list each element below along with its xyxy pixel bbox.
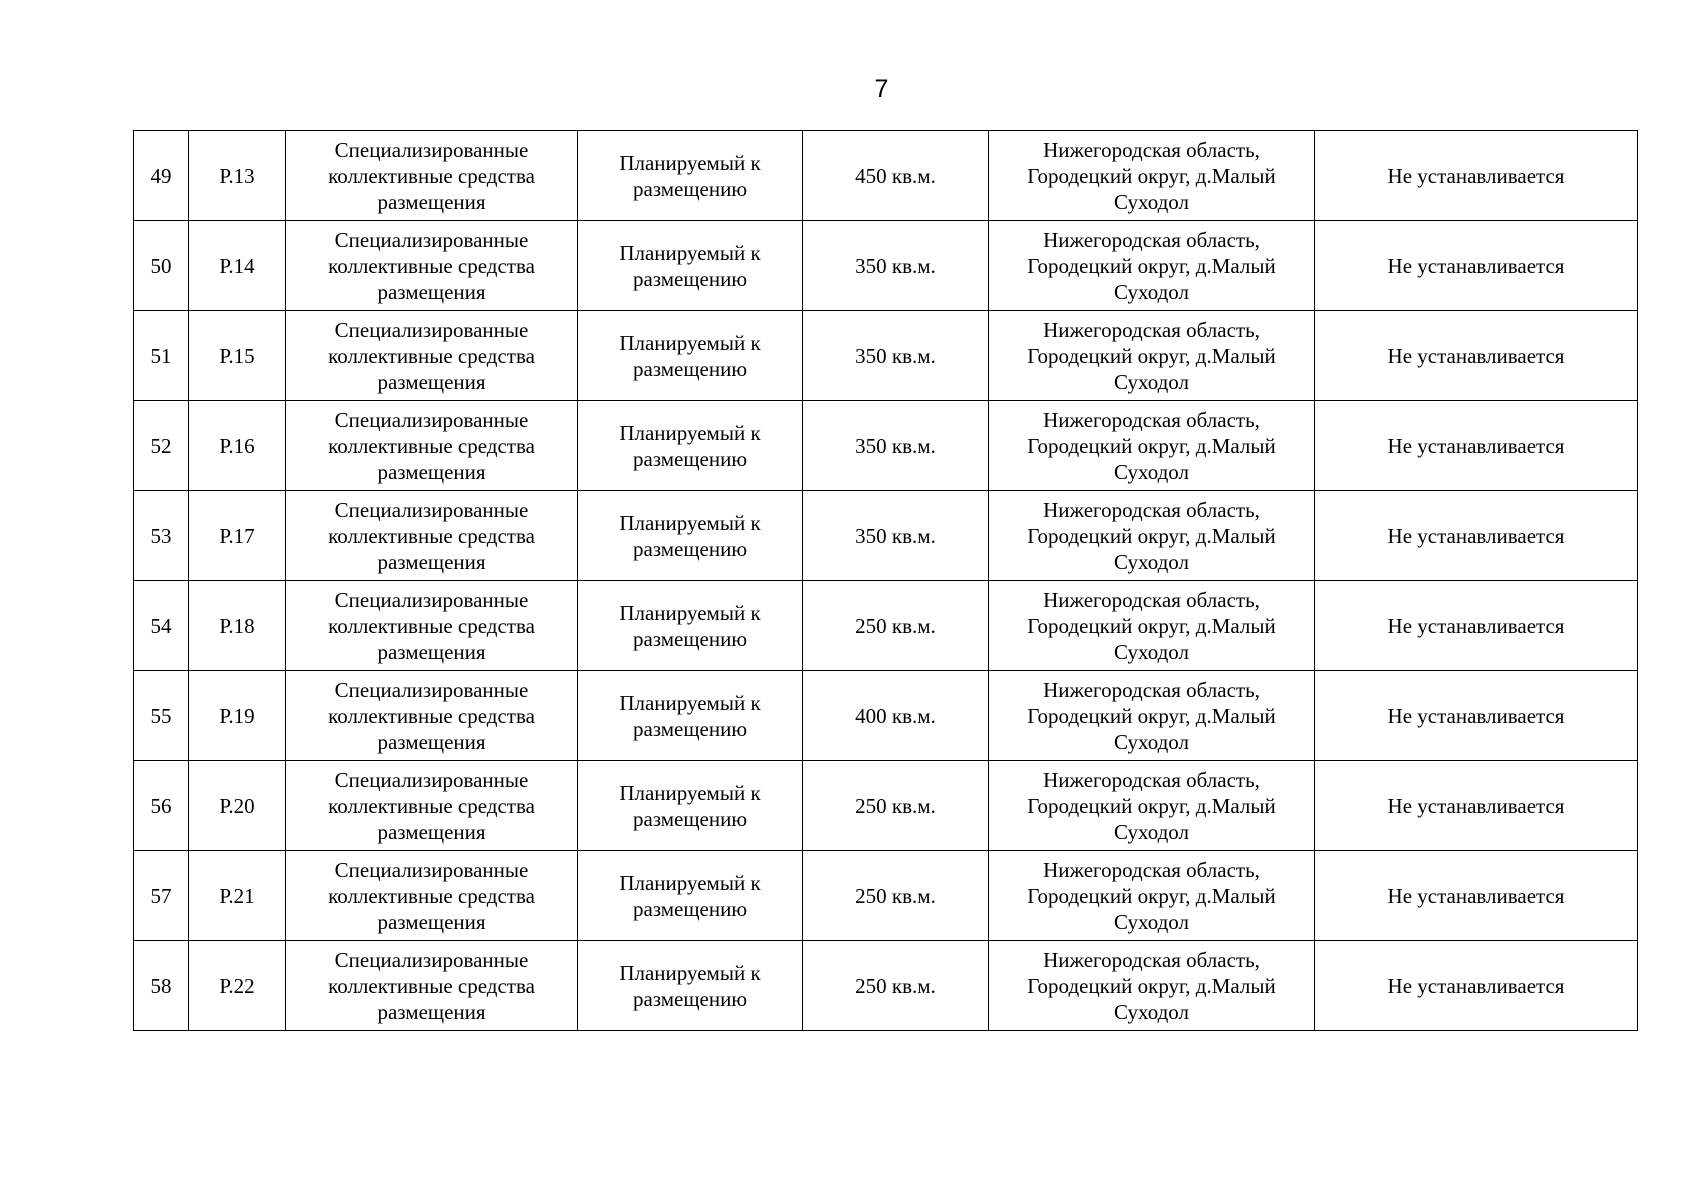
row-number-cell: 53 — [134, 491, 189, 581]
table-row — [134, 401, 1638, 491]
table-row — [134, 851, 1638, 941]
object-location-cell: Нижегородская область, Городецкий округ, д.Малый Суходол — [989, 851, 1315, 941]
object-name-cell: Специализированные коллективные средства размещения — [286, 491, 578, 581]
protection-zone-cell: Не устанавливается — [1315, 671, 1638, 761]
protection-zone-cell: Не устанавливается — [1315, 581, 1638, 671]
object-area-cell: 250 кв.м. — [803, 941, 989, 1031]
object-name-cell: Специализированные коллективные средства размещения — [286, 671, 578, 761]
object-status-cell: Планируемый к размещению — [578, 581, 803, 671]
row-number-cell: 51 — [134, 311, 189, 401]
protection-zone-cell: Не устанавливается — [1315, 311, 1638, 401]
protection-zone-cell: Не устанавливается — [1315, 491, 1638, 581]
object-area-cell: 350 кв.м. — [803, 401, 989, 491]
object-code-cell: Р.18 — [189, 581, 286, 671]
object-location-cell: Нижегородская область, Городецкий округ, д.Малый Суходол — [989, 671, 1315, 761]
table-row — [134, 221, 1638, 311]
row-number-cell: 57 — [134, 851, 189, 941]
page-number: 7 — [874, 75, 889, 103]
object-area-cell: 250 кв.м. — [803, 851, 989, 941]
row-number-cell: 52 — [134, 401, 189, 491]
table-row — [134, 581, 1638, 671]
row-number-cell: 55 — [134, 671, 189, 761]
object-name-cell: Специализированные коллективные средства размещения — [286, 761, 578, 851]
object-area-cell: 400 кв.м. — [803, 671, 989, 761]
row-number-cell: 56 — [134, 761, 189, 851]
object-name-cell: Специализированные коллективные средства размещения — [286, 401, 578, 491]
object-area-cell: 250 кв.м. — [803, 581, 989, 671]
protection-zone-cell: Не устанавливается — [1315, 401, 1638, 491]
object-area-cell: 350 кв.м. — [803, 221, 989, 311]
object-status-cell: Планируемый к размещению — [578, 851, 803, 941]
object-location-cell: Нижегородская область, Городецкий округ, д.Малый Суходол — [989, 581, 1315, 671]
object-status-cell: Планируемый к размещению — [578, 311, 803, 401]
object-code-cell: Р.20 — [189, 761, 286, 851]
row-number-cell: 50 — [134, 221, 189, 311]
object-code-cell: Р.16 — [189, 401, 286, 491]
table-row — [134, 671, 1638, 761]
row-number-cell: 49 — [134, 131, 189, 221]
object-status-cell: Планируемый к размещению — [578, 491, 803, 581]
table-row — [134, 491, 1638, 581]
object-area-cell: 350 кв.м. — [803, 311, 989, 401]
object-status-cell: Планируемый к размещению — [578, 941, 803, 1031]
object-name-cell: Специализированные коллективные средства размещения — [286, 941, 578, 1031]
protection-zone-cell: Не устанавливается — [1315, 761, 1638, 851]
protection-zone-cell: Не устанавливается — [1315, 221, 1638, 311]
table-row — [134, 761, 1638, 851]
object-status-cell: Планируемый к размещению — [578, 401, 803, 491]
object-code-cell: Р.21 — [189, 851, 286, 941]
object-code-cell: Р.14 — [189, 221, 286, 311]
object-code-cell: Р.13 — [189, 131, 286, 221]
object-code-cell: Р.19 — [189, 671, 286, 761]
object-name-cell: Специализированные коллективные средства размещения — [286, 851, 578, 941]
object-area-cell: 250 кв.м. — [803, 761, 989, 851]
object-location-cell: Нижегородская область, Городецкий округ, д.Малый Суходол — [989, 941, 1315, 1031]
table-row — [134, 941, 1638, 1031]
table-row — [134, 131, 1638, 221]
object-name-cell: Специализированные коллективные средства размещения — [286, 311, 578, 401]
object-location-cell: Нижегородская область, Городецкий округ, д.Малый Суходол — [989, 311, 1315, 401]
object-code-cell: Р.15 — [189, 311, 286, 401]
table-body — [134, 131, 1638, 1031]
object-location-cell: Нижегородская область, Городецкий округ, д.Малый Суходол — [989, 761, 1315, 851]
object-location-cell: Нижегородская область, Городецкий округ, д.Малый Суходол — [989, 131, 1315, 221]
object-area-cell: 450 кв.м. — [803, 131, 989, 221]
object-location-cell: Нижегородская область, Городецкий округ, д.Малый Суходол — [989, 491, 1315, 581]
object-name-cell: Специализированные коллективные средства размещения — [286, 221, 578, 311]
object-location-cell: Нижегородская область, Городецкий округ, д.Малый Суходол — [989, 221, 1315, 311]
protection-zone-cell: Не устанавливается — [1315, 851, 1638, 941]
protection-zone-cell: Не устанавливается — [1315, 131, 1638, 221]
table-row — [134, 311, 1638, 401]
object-name-cell: Специализированные коллективные средства размещения — [286, 581, 578, 671]
protection-zone-cell: Не устанавливается — [1315, 941, 1638, 1031]
object-code-cell: Р.17 — [189, 491, 286, 581]
objects-table — [133, 130, 1638, 1031]
object-code-cell: Р.22 — [189, 941, 286, 1031]
object-area-cell: 350 кв.м. — [803, 491, 989, 581]
object-status-cell: Планируемый к размещению — [578, 761, 803, 851]
object-status-cell: Планируемый к размещению — [578, 131, 803, 221]
object-status-cell: Планируемый к размещению — [578, 671, 803, 761]
object-status-cell: Планируемый к размещению — [578, 221, 803, 311]
object-location-cell: Нижегородская область, Городецкий округ, д.Малый Суходол — [989, 401, 1315, 491]
row-number-cell: 58 — [134, 941, 189, 1031]
object-name-cell: Специализированные коллективные средства размещения — [286, 131, 578, 221]
row-number-cell: 54 — [134, 581, 189, 671]
